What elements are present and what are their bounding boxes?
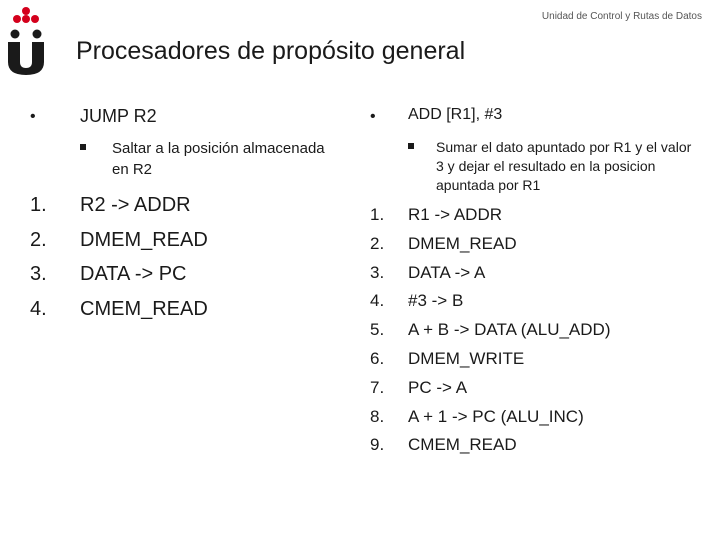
instruction-label: JUMP R2 [80,106,157,126]
step-list [30,194,340,332]
list-item [30,298,340,333]
logo-dot [13,15,21,23]
square-bullet-icon [408,143,414,149]
step-number: 4. [30,297,47,320]
logo-dot [33,30,42,39]
step-number: 5. [370,320,385,340]
step-number: 3. [30,263,47,285]
logo-dot [31,15,39,23]
instruction-bullet [370,106,700,134]
description-text: Saltar a la posición almacenada en R2 [112,140,325,178]
step-label: R1 -> ADDR [408,205,502,224]
step-number: 4. [370,291,385,311]
list-item [370,234,700,263]
description-text: Sumar el dato apuntado por R1 y el valor 3 y dejar el resultado en la posicion apuntada por R1 [436,139,692,193]
step-label: DATA -> PC [80,263,187,285]
logo-dot [22,7,30,15]
page-title: Procesadores de propósito general [76,37,466,65]
step-label: A + B -> DATA (ALU_ADD) [408,320,611,340]
list-item [30,229,340,264]
logo-dot [11,30,20,39]
list-item [370,320,700,349]
instruction-description [370,138,700,195]
step-number: 7. [370,377,385,397]
left-column [30,106,340,332]
step-number: 6. [370,348,385,368]
step-label: CMEM_READ [408,435,517,455]
list-item [370,435,700,464]
logo-dot [22,15,30,23]
step-number: 9. [370,435,385,455]
list-item [370,291,700,320]
logo-u-shape [8,42,44,75]
bullet-dot: • [30,108,36,125]
step-number: 2. [30,228,47,251]
step-label: CMEM_READ [80,297,208,320]
step-number: 3. [370,262,385,282]
right-column [370,106,700,464]
step-label: DMEM_READ [408,233,517,253]
step-label: DMEM_WRITE [408,348,525,368]
step-label: A + 1 -> PC (ALU_INC) [408,406,584,426]
step-number: 8. [370,406,385,426]
list-item [30,194,340,229]
instruction-label: ADD [R1], #3 [408,106,503,123]
list-item [370,349,700,378]
list-item [30,263,340,298]
square-bullet-icon [80,144,86,150]
course-header: Unidad de Control y Rutas de Datos [541,11,702,22]
list-item [370,407,700,436]
list-item [370,205,700,234]
list-item [370,263,700,292]
step-label: R2 -> ADDR [80,194,191,216]
step-label: #3 -> B [408,291,464,311]
step-label: DATA -> A [408,262,486,282]
instruction-bullet [30,106,340,134]
step-label: DMEM_READ [80,228,208,251]
list-item [370,378,700,407]
step-list [370,205,700,464]
step-number: 1. [370,205,385,224]
step-label: PC -> A [408,377,468,397]
step-number: 2. [370,233,385,253]
instruction-description [30,138,340,180]
bullet-dot: • [370,108,376,125]
step-number: 1. [30,194,47,216]
university-logo [6,6,46,76]
